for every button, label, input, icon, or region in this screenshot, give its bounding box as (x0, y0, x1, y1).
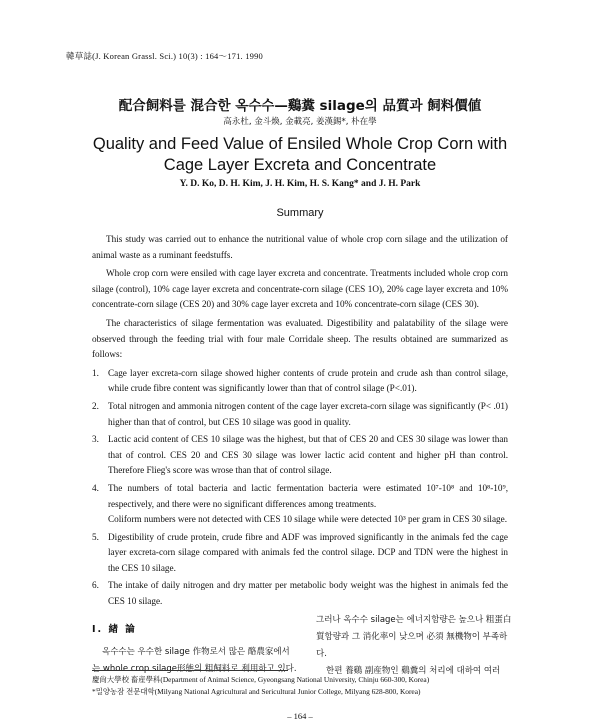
footnote-affiliation: 慶尙大學校 畜産學科(Department of Animal Science, Gyeongsang National University, Chinju 660-300, Korea) (92, 675, 430, 684)
result-text: Cage layer excreta-corn silage showed higher contents of crude protein and crude ash than control silage, while crude fibre content was significantly lower than that of control silage (P<.01). (108, 367, 508, 394)
summary-paragraph: Whole crop corn were ensiled with cage layer excreta and concentrate. Treatments included whole crop corn silage (control), 10% cage layer excreta and concentrate-corn silage (CES 1O), 20% cage layer excreta and 10% concentrate-corn silage (CES 20) and 30% cage layer excreta and 10% concentrate-corn silage (CES 30). (92, 268, 508, 310)
result-item (92, 432, 508, 479)
footnote-divider (92, 670, 288, 671)
result-item (92, 399, 508, 430)
result-item (92, 481, 508, 528)
result-text: Digestibility of crude protein, crude fibre and ADF was improved significantly in the animals fed the cage layer excreta-corn silage compared with animals fed the control silage. DCP and TDN were the highest in the CES 10 silage. (108, 531, 508, 573)
intro-line: 는 whole crop silage形態의 粗飼料로 利用하고 있다. (92, 664, 297, 674)
result-number: 5. (92, 531, 99, 542)
intro-line: 다. (316, 649, 327, 659)
english-title-line-2: Cage Layer Excreta and Concentrate (163, 156, 437, 174)
result-item (92, 366, 508, 397)
results-list (92, 366, 508, 610)
english-title (0, 134, 600, 176)
result-number: 1. (92, 367, 99, 378)
english-title-line-1: Quality and Feed Value of Ensiled Whole Crop Corn with (92, 135, 508, 153)
result-number: 2. (92, 400, 99, 411)
introduction-heading: Ⅰ. 緖 論 (92, 624, 137, 635)
summary-paragraph: This study was carried out to enhance the nutritional value of whole crop corn silage and the utilization of animal waste as a ruminant feedstuffs. (92, 234, 508, 260)
summary-body (92, 232, 508, 612)
introduction-left-column (92, 644, 302, 678)
summary-paragraph: The characteristics of silage fermentation was evaluated. Digestibility and palatability of the silage were observed through the feeding trial with four male Corridale sheep. The results obtained are summarized as follows: (92, 317, 508, 360)
result-subtext: Coliform numbers were not detected with CES 10 silage while were detected 10³ per gram in CES 30 silage. (108, 514, 507, 525)
summary-heading: Summary (276, 207, 324, 219)
result-text: The intake of daily nitrogen and dry matter per metabolic body weight was the highest in animals fed the CES 10 silage. (108, 580, 508, 607)
result-number: 3. (92, 434, 99, 445)
korean-title: 配合飼料를 混合한 옥수수—鷄糞 silage의 品質과 飼料價値 (118, 98, 482, 114)
intro-line: 옥수수는 우수한 silage 作物로서 많은 酪農家에서 (102, 647, 290, 657)
intro-line: 그러나 옥수수 silage는 에너지함량은 높으나 粗蛋白 (316, 615, 512, 625)
result-text: The numbers of total bacteria and lactic fermentation bacteria were estimated 10⁷-10⁸ and 10⁸-10⁹, respectively, and there were no significant differences among treatments. (108, 482, 508, 509)
result-text: Lactic acid content of CES 10 silage was the highest, but that of CES 20 and CES 30 silage was lower than that of control. CES 20 and CES 30 silage was lower lactic acid content and higher pH than control. Therefore Flieg's score was wrose than that of control silage. (108, 434, 508, 476)
korean-authors: 高永杜, 金斗煥, 金載亮, 姜漢錫*, 朴在學 (223, 117, 377, 127)
result-number: 6. (92, 580, 99, 591)
result-item (92, 578, 508, 609)
result-text: Total nitrogen and ammonia nitrogen content of the cage layer excreta-corn silage was significantly (P< .01) higher than that of control, but CES 10 silage was good in quality. (108, 400, 508, 427)
page-number: – 164 – (287, 711, 313, 721)
result-item (92, 530, 508, 577)
english-authors: Y. D. Ko, D. H. Kim, J. H. Kim, H. S. Kang* and J. H. Park (179, 179, 421, 189)
footnote-affiliation-secondary: *밀양농잠 전문대학(Milyang National Agricultural and Sericultural Junior College, Milyang 628-800, Korea) (92, 687, 421, 696)
intro-line: 質함량과 그 消化率이 낮으며 必須 無機物이 부족하 (316, 632, 508, 642)
intro-line: 한편 養鷄 副産物인 鷄糞의 처리에 대하여 여러 (326, 666, 501, 676)
result-number: 4. (92, 482, 99, 493)
introduction-right-column (316, 612, 512, 680)
journal-header: 韓草誌(J. Korean Grassl. Sci.) 10(3) : 164～171. 1990 (66, 51, 264, 61)
